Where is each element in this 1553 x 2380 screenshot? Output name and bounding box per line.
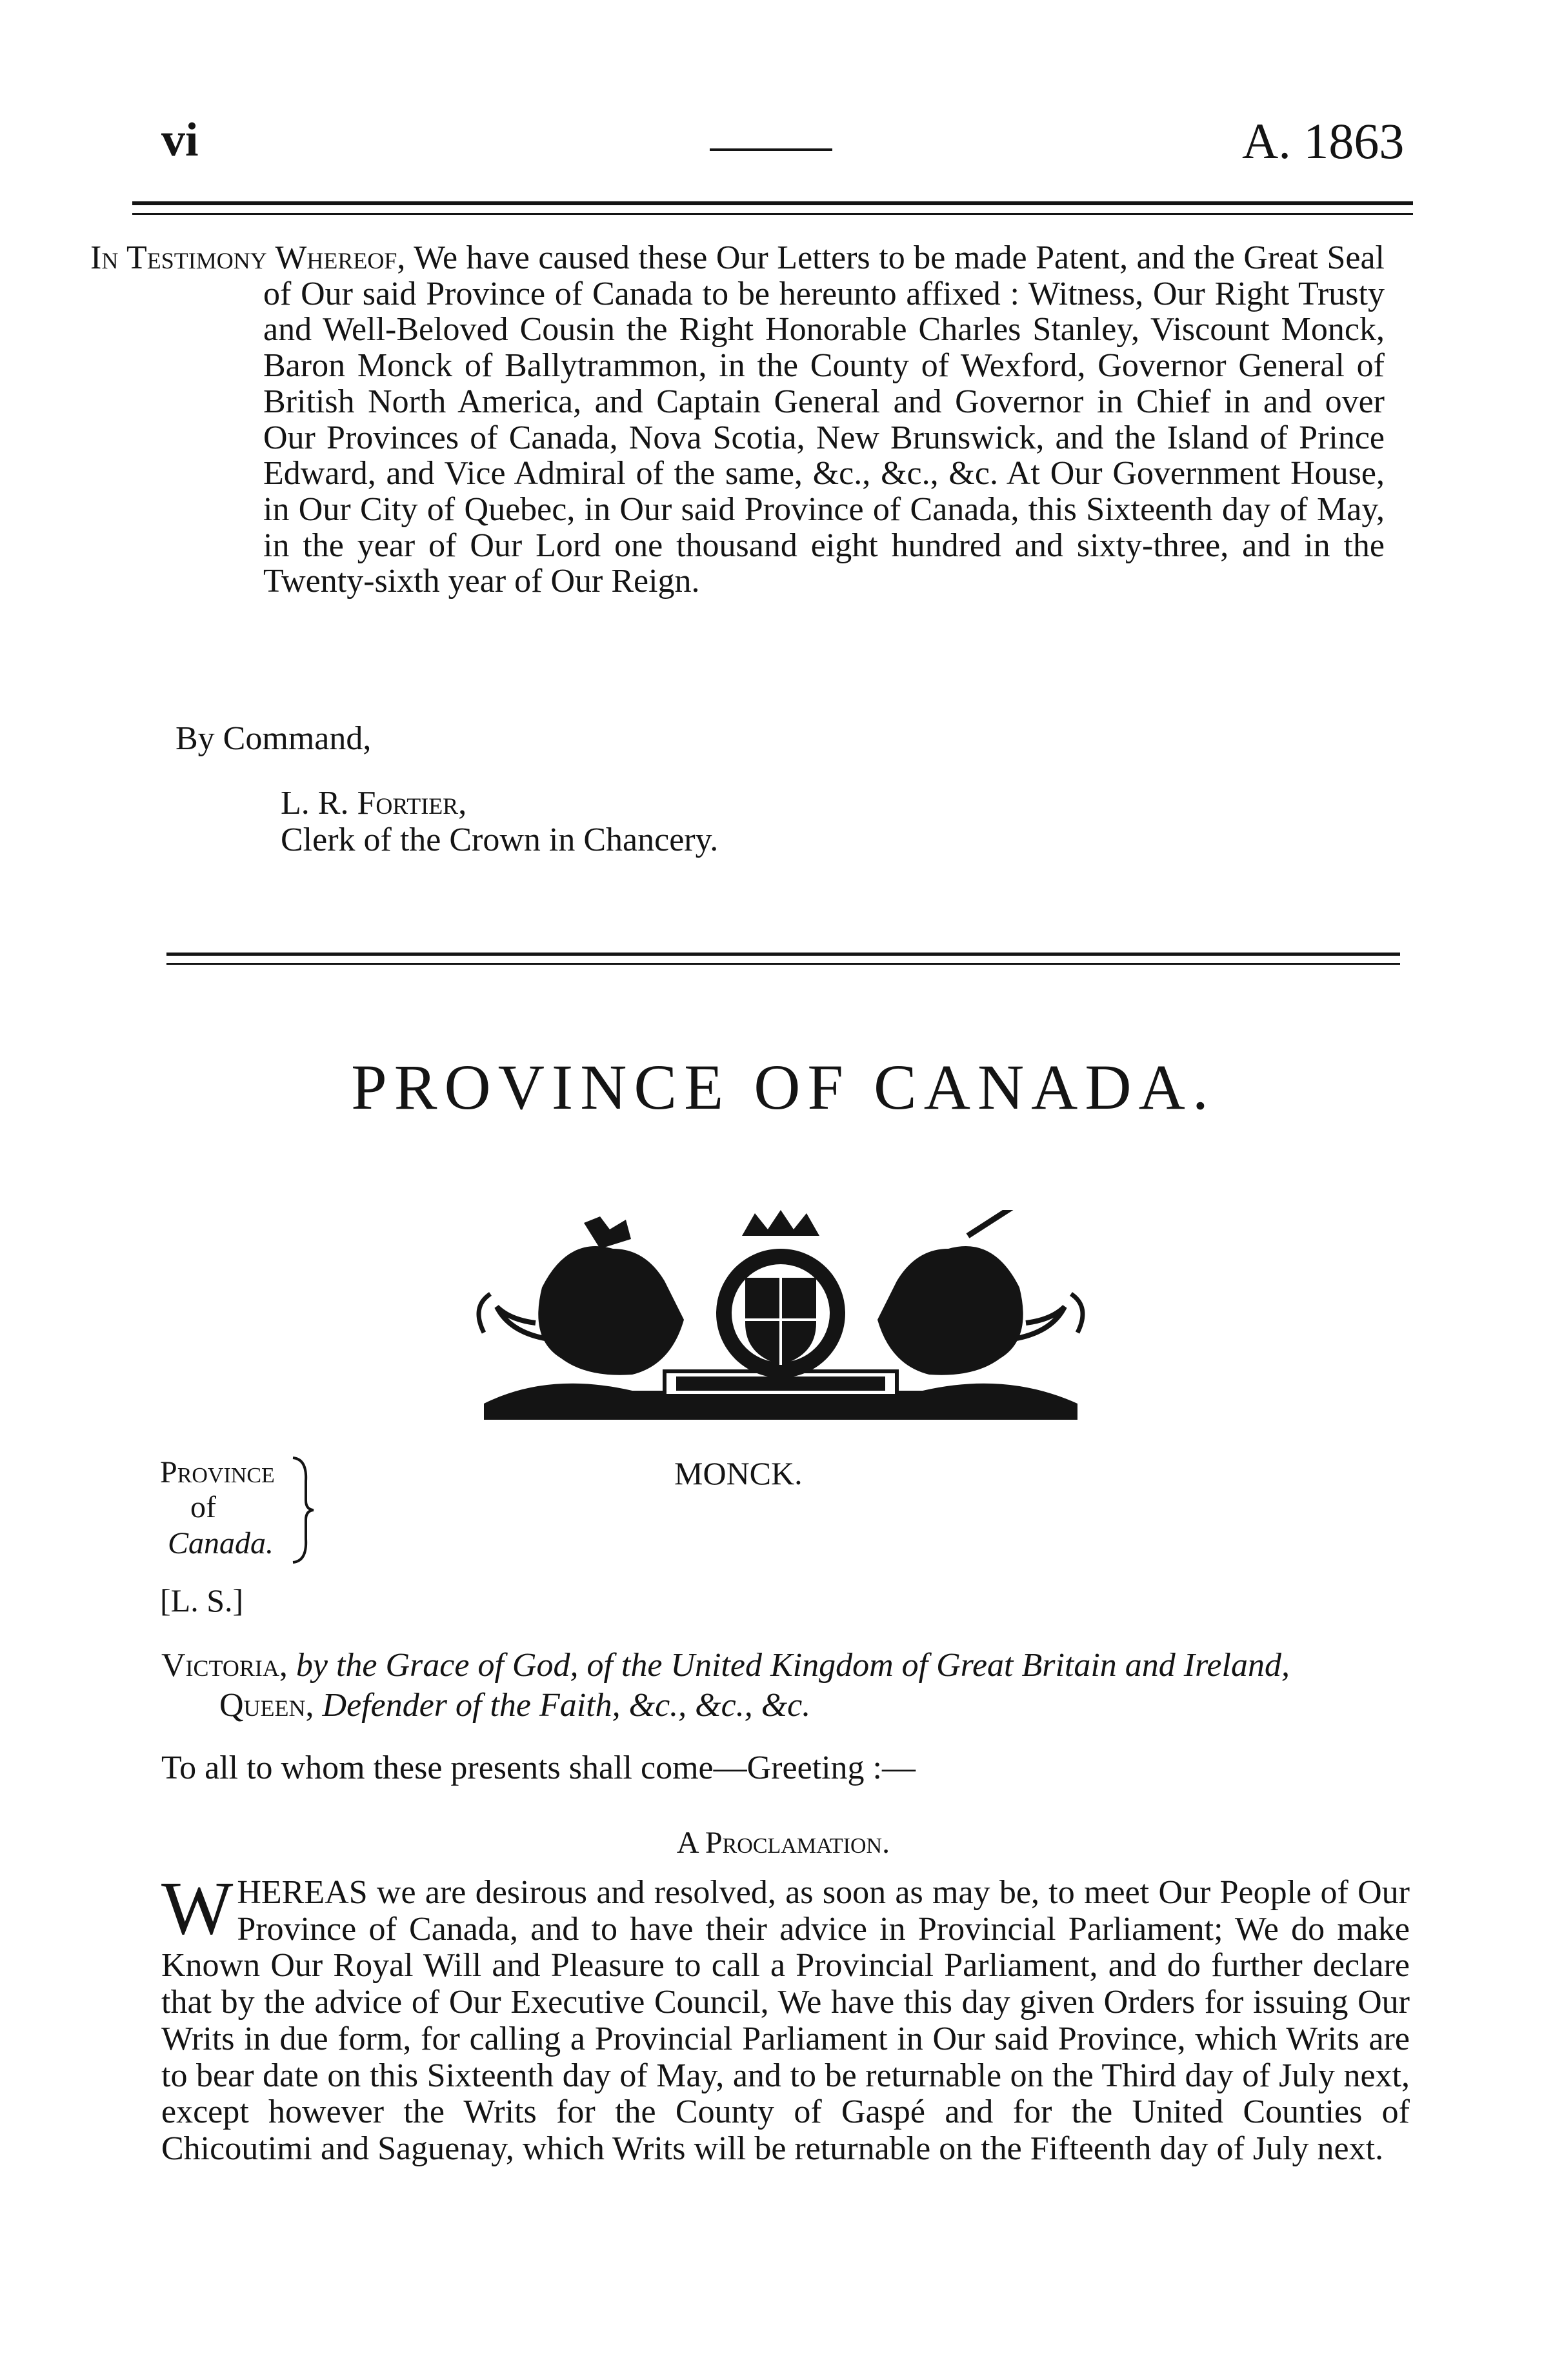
testimony-paragraph — [90, 240, 1385, 600]
drop-cap: W — [161, 1866, 234, 1950]
victoria-name: Victoria, — [161, 1647, 288, 1684]
header-rule-thick — [132, 201, 1413, 205]
victoria-titles: by the Grace of God, of the United Kingdom of Great Britain and Ireland, — [296, 1647, 1290, 1684]
page-number: vi — [161, 114, 199, 166]
seal-ls-label: [L. S.] — [160, 1582, 244, 1619]
testimony-lead: In Testimony Whereof, — [90, 239, 406, 276]
by-command: By Command, — [175, 720, 372, 757]
seal-province-label: Province — [160, 1455, 275, 1489]
royal-coat-of-arms-icon — [471, 1210, 1090, 1423]
seal-brace-icon — [290, 1455, 316, 1565]
testimony-text: We have caused these Our Letters to be made Patent, and the Great Seal of Our said Province of Canada to be hereunto affixed : Witness, Our Right Trusty and Well-Beloved Cousin the Right Honorable Charles Stanley, Viscount Monck, Baron Monck of Ballytrammon, in the County of Wexford, Governor General of British North America, and Captain General and Governor in Chief in and over Our Provinces of Canada, Nova Scotia, New Brunswick, and the Island of Prince Edward, and Vice Admiral of the same, &c., &c., &c. At Our Government House, in Our City of Quebec, in Our said Province of Canada, this Sixteenth day of May, in the year of Our Lord one thousand eight hundred and sixty-three, and in the Twenty-sixth year of Our Reign. — [263, 239, 1385, 600]
seal-of-label: of — [190, 1490, 216, 1524]
header-dash — [710, 148, 832, 151]
governor-signature: MONCK. — [674, 1455, 803, 1491]
queen-label: Queen, — [219, 1687, 314, 1724]
greeting-line: To all to whom these presents shall come—Greeting :— — [161, 1750, 916, 1786]
sovereign-style — [161, 1646, 1410, 1726]
proclamation-title: A Proclamation. — [676, 1826, 890, 1860]
whereas-text: HEREAS we are desirous and resolved, as soon as may be, to meet Our People of Our Province of Canada, and to have their advice in Provincial Parliament; We do make Known Our Royal Will and Pleasure to call a Provincial Parliament, and do further declare that by the advice of Our Executive Council, We have this day given Orders for issuing Our Writs in due form, for calling a Provincial Parliament in Our said Province, which Writs are to bear date on this Sixteenth day of May, and to be returnable on the Third day of July next, except however the Writs for the County of Gaspé and for the United Counties of Chicoutimi and Saguenay, which Writs will be returnable on the Fifteenth day of July next. — [161, 1874, 1410, 2167]
signer-name: L. R. Fortier, — [281, 785, 467, 822]
whereas-paragraph — [161, 1866, 1410, 2168]
header-rule-thin — [132, 213, 1413, 215]
section-rule-thin — [166, 963, 1400, 965]
defender-label: Defender of the Faith, &c., &c., &c. — [322, 1687, 811, 1724]
section-rule-thick — [166, 953, 1400, 956]
year-label: A. 1863 — [1242, 113, 1405, 169]
province-heading: PROVINCE OF CANADA. — [351, 1051, 1216, 1123]
seal-canada-label: Canada. — [168, 1526, 274, 1560]
signer-title: Clerk of the Crown in Chancery. — [281, 822, 719, 858]
